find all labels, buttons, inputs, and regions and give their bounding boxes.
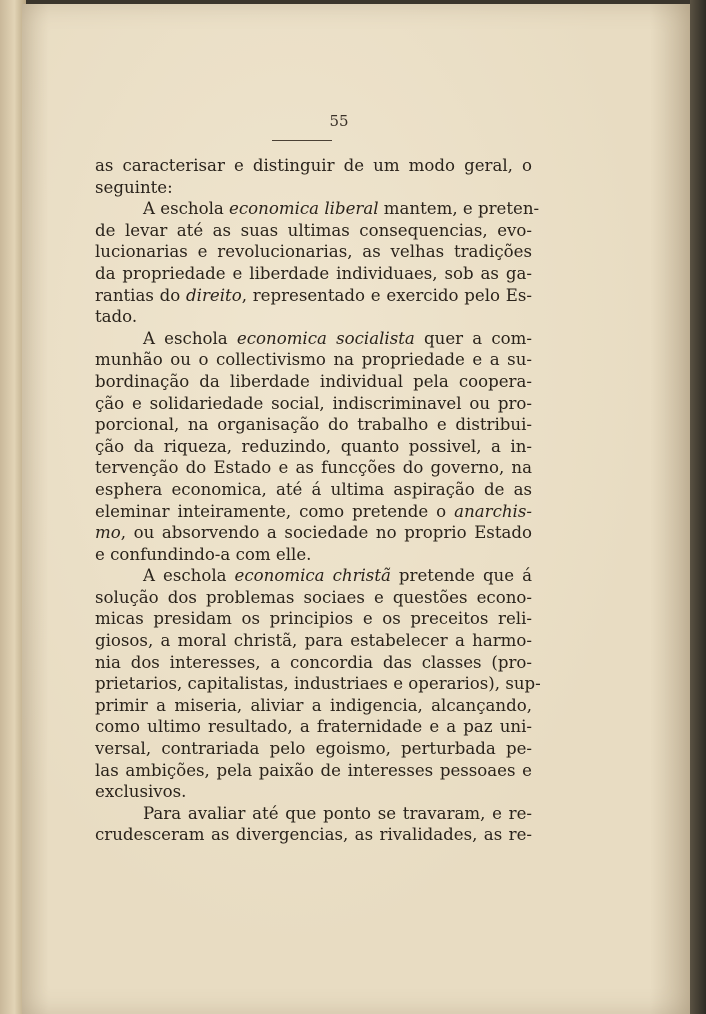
text-line: solução dos problemas sociaes e questões econo-: [95, 587, 532, 607]
text-line: [95, 522, 532, 544]
text-line: giosos, a moral christã, para estabelecer a harmo-: [95, 631, 532, 651]
page-edge-shadow: [690, 0, 706, 1014]
italic-term: economica socialista: [236, 328, 415, 348]
text-run: A eschola: [143, 199, 230, 219]
text-run: pretende que á: [390, 566, 532, 586]
text-line: tado.: [95, 307, 138, 327]
text-run: A eschola: [143, 566, 235, 586]
text-line: lucionarias e revolucionarias, as velhas tradições: [95, 242, 532, 262]
text-line: micas presidam os principios e os preceitos reli-: [95, 609, 532, 629]
text-line: [95, 565, 532, 587]
text-line: como ultimo resultado, a fraternidade e a paz uni-: [95, 717, 532, 737]
italic-term: mo: [95, 523, 121, 543]
text-line: de levar até as suas ultimas consequencias, evo-: [95, 220, 532, 240]
text-line: ção e solidariedade social, indiscriminavel ou pro-: [95, 393, 532, 413]
text-line: versal, contrariada pelo egoismo, perturbada pe-: [95, 739, 532, 759]
text-line: prietarios, capitalistas, industriaes e operarios), sup-: [95, 674, 541, 694]
text-run: , ou absorvendo a sociedade no proprio Estado: [120, 523, 532, 543]
text-line: primir a miseria, aliviar a indigencia, alcançando,: [95, 695, 532, 715]
text-run: mantem, e preten-: [378, 199, 540, 219]
text-line: as caracterisar e distinguir de um modo geral, o: [95, 156, 532, 175]
text-run: quer a com-: [414, 328, 532, 348]
text-line: esphera economica, até á ultima aspiração de as: [95, 479, 532, 499]
text-line: ção da riqueza, reduzindo, quanto possivel, a in-: [95, 436, 532, 456]
text-line: e confundindo-a com elle.: [95, 544, 312, 564]
text-line: tervenção do Estado e as funcções do governo, na: [95, 458, 532, 478]
text-run: , representado e exercido pelo Es-: [241, 285, 532, 305]
text-line: exclusivos.: [95, 782, 187, 802]
text-line: [95, 328, 532, 350]
text-run: A eschola: [143, 328, 237, 348]
text-line: las ambições, pela paixão de interesses pessoaes e: [95, 760, 532, 780]
text-line: da propriedade e liberdade individuaes, sob as ga-: [95, 263, 532, 283]
italic-term: economica liberal: [229, 199, 379, 219]
text-line: porcional, na organisação do trabalho e distribui-: [95, 415, 532, 435]
text-line: [95, 501, 532, 523]
text-line: [95, 198, 540, 220]
text-line: crudesceram as divergencias, as rivalidades, as re-: [95, 825, 532, 845]
text-line: bordinação da liberdade individual pela coopera-: [95, 371, 532, 391]
text-line: seguinte:: [95, 177, 173, 197]
text-run: rantias do: [95, 285, 187, 305]
text-run: eleminar inteiramente, como pretende o: [95, 501, 455, 521]
text-line: [95, 285, 532, 307]
italic-term: direito: [186, 285, 242, 305]
text-line: nia dos interesses, a concordia das classes (pro-: [95, 652, 532, 672]
page-number: 55: [329, 112, 349, 130]
italic-term: anarchis-: [454, 501, 532, 521]
text-line: munhão ou o collectivismo na propriedade e a su-: [95, 350, 532, 370]
body-text: [95, 155, 541, 846]
header-rule: [272, 140, 332, 141]
italic-term: economica christã: [234, 566, 391, 586]
text-line: Para avaliar até que ponto se travaram, e re-: [143, 803, 532, 823]
